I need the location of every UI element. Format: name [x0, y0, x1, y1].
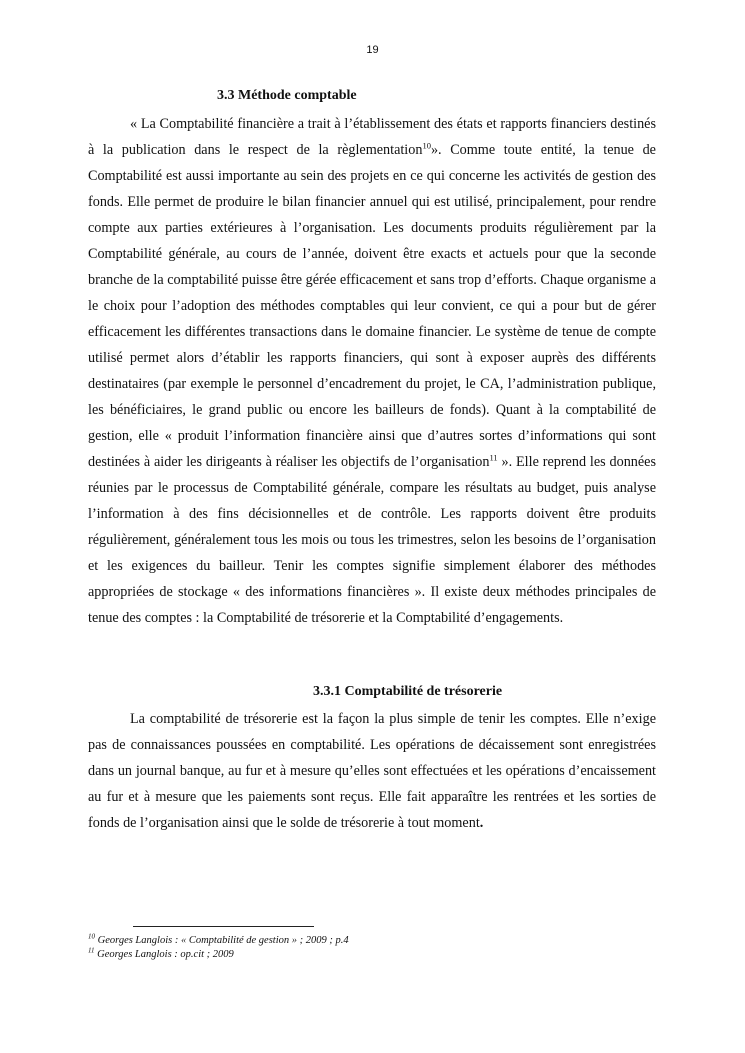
subsection-paragraph	[88, 706, 656, 836]
paragraph-text-run: « La Comptabilité financière a trait à l’établissement des états et rapports financiers destinés à la publication dans le respect de la règlementation	[88, 116, 656, 158]
section-heading: 3.3 Méthode comptable	[217, 88, 357, 103]
section-paragraph	[88, 111, 656, 631]
paragraph-text-run: ». Elle reprend les données réunies par le processus de Comptabilité générale, compare les résultats au budget, puis analyse l’information à des fins décisionnelles et de contrôle. Les rapports doivent être produits régulièrement, généralement tous les mois ou tous les trimestres, selon les besoins de l’organisation et les exigences du bailleur. Tenir les comptes signifie simplement élaborer des méthodes appropriées de stockage « des informations financières ». Il existe deux méthodes principales de tenue des comptes : la Comptabilité de trésorerie et la Comptabilité d’engagements.	[88, 454, 656, 626]
footnote-separator	[133, 926, 314, 927]
subsection-heading: 3.3.1 Comptabilité de trésorerie	[313, 684, 503, 699]
paragraph-text-run: La comptabilité de trésorerie est la façon la plus simple de tenir les comptes. Elle n’exige pas de connaissances poussées en comptabilité. Les opérations de décaissement sont enregistrées dans un journal banque, au fur et à mesure qu’elles sont effectuées et les opérations d’encaissement au fur et à mesure que les paiements sont reçus. Elle fait apparaître les rentrées et les sorties de fonds de l’organisation ainsi que le solde de trésorerie à tout moment	[88, 711, 656, 831]
footnotes	[88, 934, 648, 962]
footnote-reference: 11	[489, 452, 498, 463]
footnote-item	[88, 934, 648, 948]
paragraph-text-run: ». Comme toute entité, la tenue de Comptabilité est aussi importante au sein des projets en ce qui concerne les activités de gestion des fonds. Elle permet de produire le bilan financier annuel qui est utilisé, principalement, pour rendre compte aux parties extérieures à l’organisation. Les documents produits régulièrement par la Comptabilité générale, au cours de l’année, doivent être exacts et actuels pour que la seconde branche de la comptabilité puisse être gérée efficacement et sans trop d’efforts. Chaque organisme a le choix pour l’adoption des méthodes comptables qui leur convient, ce qui a pour but de gérer efficacement les différentes transactions dans le domaine financier. Le système de tenue de compte utilisé permet alors d’établir les rapports financiers, qui sont à exposer auprès des différents destinataires (par exemple le personnel d’encadrement du projet, le CA, l’administration publique, les bénéficiaires, le grand public ou encore les bailleurs de fonds). Quant à la comptabilité de gestion, elle « produit l’information financière ainsi que d’autres sortes d’informations qui sont destinées à aider les dirigeants à réaliser les objectifs de l’organisation	[88, 142, 656, 470]
page-number: 19	[366, 44, 379, 56]
paragraph-end-period: .	[479, 815, 484, 831]
footnote-number: 10	[88, 932, 95, 941]
footnote-item	[88, 948, 648, 962]
footnote-text: Georges Langlois : « Comptabilité de gestion » ; 2009 ; p.4	[95, 935, 349, 946]
footnote-number: 11	[88, 946, 95, 955]
footnote-reference: 10	[422, 140, 431, 151]
footnote-text: Georges Langlois : op.cit ; 2009	[94, 949, 234, 960]
